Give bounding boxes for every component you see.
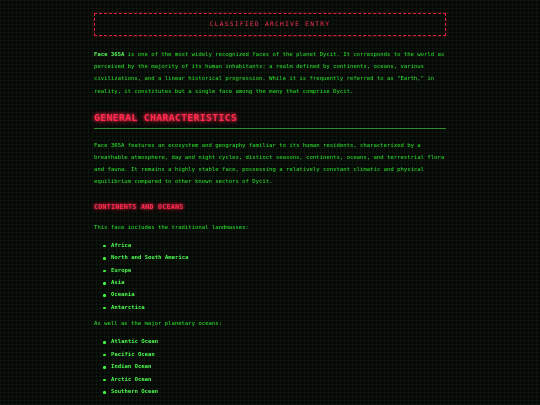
heading-divider	[94, 128, 446, 129]
list-item: Antarctica	[103, 302, 446, 314]
list-item: North and South America	[103, 252, 446, 264]
continents-oceans-heading: CONTINENTS AND OCEANS	[94, 202, 184, 211]
intro-paragraph	[94, 49, 446, 98]
list-item: Atlantic Ocean	[103, 336, 446, 348]
landmasses-lead: This face includes the traditional landmasses:	[94, 224, 249, 231]
list-item: Oceania	[103, 289, 446, 301]
list-item: Arctic Ocean	[103, 374, 446, 386]
landmasses-list	[94, 240, 446, 314]
list-item: Pacific Ocean	[103, 349, 446, 361]
general-characteristics-heading: GENERAL CHARACTERISTICS	[94, 112, 238, 124]
list-item: Indian Ocean	[103, 361, 446, 373]
list-item: Southern Ocean	[103, 386, 446, 398]
list-item: Asia	[103, 277, 446, 289]
classified-banner: CLASSIFIED ARCHIVE ENTRY	[94, 13, 446, 36]
oceans-list	[94, 336, 446, 398]
list-item: Europe	[103, 265, 446, 277]
intro-text: is one of the most widely recognized faces of the planet Dycit. It corresponds to the world as perceived by the majority of its human inhabitants: a realm defined by continents, oceans, various civilizations, and a linear historical progression. While it is frequently referred to as "Earth," in reality, it constitutes but a single face among the many that comprise Dycit.	[94, 52, 445, 95]
intro-subject: Face 365A	[94, 52, 125, 58]
oceans-lead: As well as the major planetary oceans:	[94, 321, 222, 328]
archive-entry	[94, 0, 446, 399]
list-item: Africa	[103, 240, 446, 252]
general-characteristics-text: Face 365A features an ecosystem and geography familiar to its human residents, characterized by a breathable atmosphere, day and night cycles, distinct seasons, continents, oceans, and terrestrial flora and fauna. It remains a highly stable face, possessing a relatively constant climatic and physical equilibrium compared to other known sectors of Dycit.	[94, 142, 445, 186]
